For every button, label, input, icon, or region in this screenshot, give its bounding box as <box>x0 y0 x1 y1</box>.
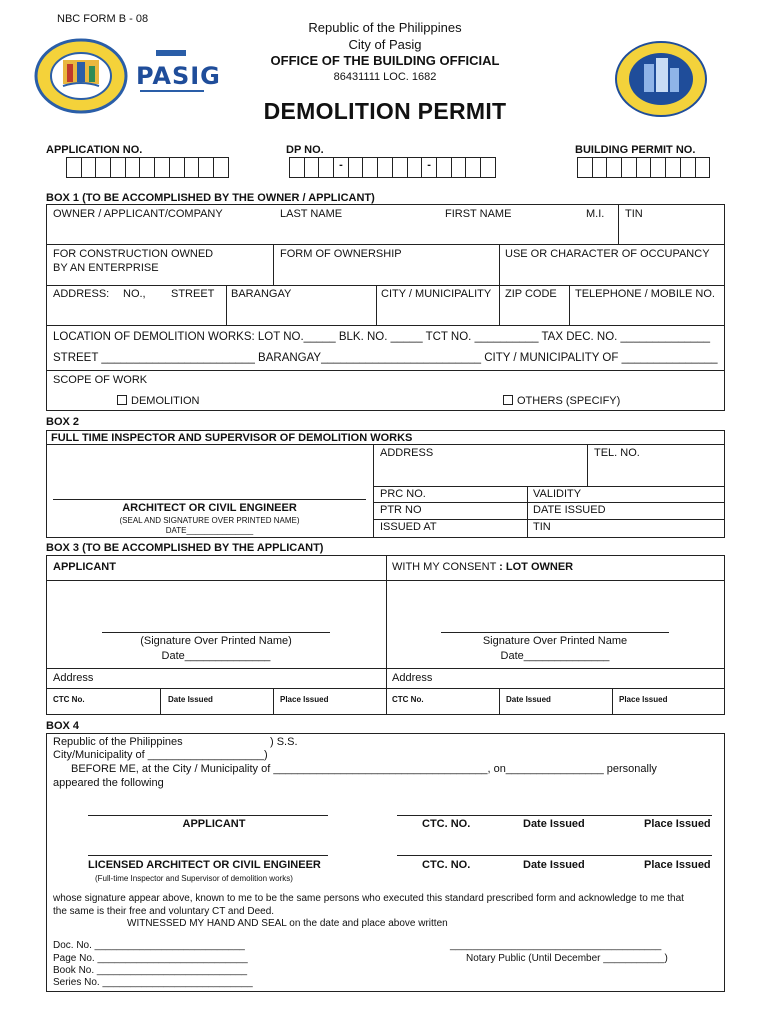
demolition-checkbox-icon[interactable] <box>117 395 127 405</box>
ctc-no-right: CTC No. <box>392 695 424 704</box>
book-no-line: Book No. ___________________________ <box>53 965 248 976</box>
box2-label: BOX 2 <box>46 416 80 428</box>
form-of-ownership-label: FORM OF OWNERSHIP <box>280 248 402 260</box>
scope-of-work-label: SCOPE OF WORK <box>53 374 148 386</box>
building-permit-no-cells[interactable] <box>577 157 710 178</box>
application-no-cells[interactable] <box>66 157 229 178</box>
telephone-label: TELEPHONE / MOBILE NO. <box>575 288 715 300</box>
last-name-label: LAST NAME <box>280 208 343 220</box>
box4-ctc-no: CTC. NO. <box>422 818 471 830</box>
box4-place-issued: Place Issued <box>644 818 711 830</box>
notary-signature-line: ______________________________________ <box>450 940 662 951</box>
whose-line-2: the same is their free and voluntary CT and Deed. <box>53 906 275 917</box>
city-municipality-label: CITY / MUNICIPALITY <box>381 288 492 300</box>
construction-owned-label-2: BY AN ENTERPRISE <box>53 262 159 274</box>
use-occupancy-label: USE OR CHARACTER OF OCCUPANCY <box>505 248 710 260</box>
place-issued-right: Place Issued <box>619 695 668 704</box>
consent-label <box>392 561 573 573</box>
sig-right-label: Signature Over Printed Name <box>482 635 628 647</box>
date-issued-label: DATE ISSUED <box>533 504 606 516</box>
witnessed-line: WITNESSED MY HAND AND SEAL on the date and place above written <box>127 918 448 929</box>
city-line: City of Pasig <box>348 37 422 52</box>
barangay-label: BARANGAY <box>231 288 292 300</box>
demolition-label: DEMOLITION <box>131 395 200 407</box>
box3-address-right: Address <box>392 672 433 684</box>
consent-prefix: WITH MY CONSENT <box>392 561 497 573</box>
notary-label: Notary Public (Until December ___________) <box>466 953 668 964</box>
dp-no-label: DP NO. <box>286 144 324 156</box>
others-label: OTHERS (SPECIFY) <box>517 395 621 407</box>
street-label: STREET <box>171 288 215 300</box>
construction-owned-label: FOR CONSTRUCTION OWNED <box>53 248 214 260</box>
doc-no-line: Doc. No. ___________________________ <box>53 940 245 951</box>
box4-ctc-no-2: CTC. NO. <box>422 859 471 871</box>
building-permit-no-label: BUILDING PERMIT NO. <box>575 144 696 156</box>
dp-no-dash: - <box>339 159 343 171</box>
date-issued-left: Date Issued <box>168 695 213 704</box>
republic-line: Republic of the Philippines <box>308 20 462 35</box>
box3-applicant-label: APPLICANT <box>53 561 116 573</box>
sig-left-label: (Signature Over Printed Name) <box>140 635 292 647</box>
form-code: NBC FORM B - 08 <box>57 13 149 25</box>
box3-address-left: Address <box>53 672 94 684</box>
fulltime-note: (Full-time Inspector and Supervisor of demolition works) <box>95 874 293 883</box>
box4-ss: ) S.S. <box>270 736 298 748</box>
box4-date-issued: Date Issued <box>523 818 585 830</box>
architect-label: ARCHITECT OR CIVIL ENGINEER <box>122 502 297 514</box>
licensed-label: LICENSED ARCHITECT OR CIVIL ENGINEER <box>88 859 321 871</box>
dp-no-cells[interactable] <box>289 157 496 178</box>
svg-text:PASIG: PASIG <box>136 62 221 90</box>
others-checkbox-icon[interactable] <box>503 395 513 405</box>
validity-label: VALIDITY <box>533 488 582 500</box>
mi-label: M.I. <box>586 208 605 220</box>
before-me-line: BEFORE ME, at the City / Municipality of ___________________________________, on________________ personally <box>71 763 657 775</box>
ptr-no-label: PTR NO <box>380 504 422 516</box>
address-label: ADDRESS: <box>53 288 110 300</box>
series-no-line: Series No. ___________________________ <box>53 977 253 988</box>
dp-no-dash: - <box>427 159 431 171</box>
box4-republic: Republic of the Philippines <box>53 736 183 748</box>
date-right-label: Date______________ <box>500 650 610 662</box>
box2-tin-label: TIN <box>533 521 551 533</box>
application-no-label: APPLICATION NO. <box>46 144 143 156</box>
office-line: OFFICE OF THE BUILDING OFFICIAL <box>270 53 500 68</box>
box4-date-issued-2: Date Issued <box>523 859 585 871</box>
prc-no-label: PRC NO. <box>380 488 426 500</box>
demolition-option[interactable] <box>117 395 199 407</box>
box2-tel-label: TEL. NO. <box>594 447 640 459</box>
box3-heading: BOX 3 (TO BE ACCOMPLISHED BY THE APPLICANT) <box>46 542 324 554</box>
location-line: LOCATION OF DEMOLITION WORKS: LOT NO._____ BLK. NO. _____ TCT NO. __________ TAX DEC. NO. ______________ <box>53 331 711 343</box>
zip-code-label: ZIP CODE <box>505 288 557 300</box>
box4-applicant: APPLICANT <box>182 818 246 830</box>
box2-date-label: DATE_______________ <box>165 526 254 535</box>
ctc-no-left: CTC No. <box>53 695 85 704</box>
box4-place-issued-2: Place Issued <box>644 859 711 871</box>
owner-label: OWNER / APPLICANT/COMPANY <box>53 208 223 220</box>
place-issued-left: Place Issued <box>280 695 329 704</box>
no-label: NO., <box>123 288 146 300</box>
box2-address-label: ADDRESS <box>380 447 434 459</box>
date-issued-right: Date Issued <box>506 695 551 704</box>
appeared-line: appeared the following <box>53 777 164 789</box>
whose-line-1: whose signature appear above, known to me to be the same persons who executed this standard prescribed form and acknowledge to me that <box>53 893 684 904</box>
box2-heading: FULL TIME INSPECTOR AND SUPERVISOR OF DEMOLITION WORKS <box>51 432 413 444</box>
page-title: DEMOLITION PERMIT <box>263 98 507 124</box>
tin-label: TIN <box>625 208 643 220</box>
seal-sign-label: (SEAL AND SIGNATURE OVER PRINTED NAME) <box>119 516 300 525</box>
box4-city: City/Municipality of ___________________) <box>53 749 268 761</box>
box1-frame <box>46 204 725 411</box>
date-left-label: Date______________ <box>161 650 271 662</box>
box1-heading: BOX 1 (TO BE ACCOMPLISHED BY THE OWNER / APPLICANT) <box>46 192 375 204</box>
others-option[interactable] <box>503 395 620 407</box>
page-no-line: Page No. ___________________________ <box>53 953 248 964</box>
lot-owner-label: : LOT OWNER <box>499 561 574 573</box>
box4-label: BOX 4 <box>46 720 80 732</box>
phone-line: 86431111 LOC. 1682 <box>333 71 437 83</box>
street-line: STREET ________________________ BARANGAY_________________________ CITY / MUNICIPALITY OF _______________ <box>53 352 718 364</box>
first-name-label: FIRST NAME <box>445 208 512 220</box>
issued-at-label: ISSUED AT <box>380 521 437 533</box>
